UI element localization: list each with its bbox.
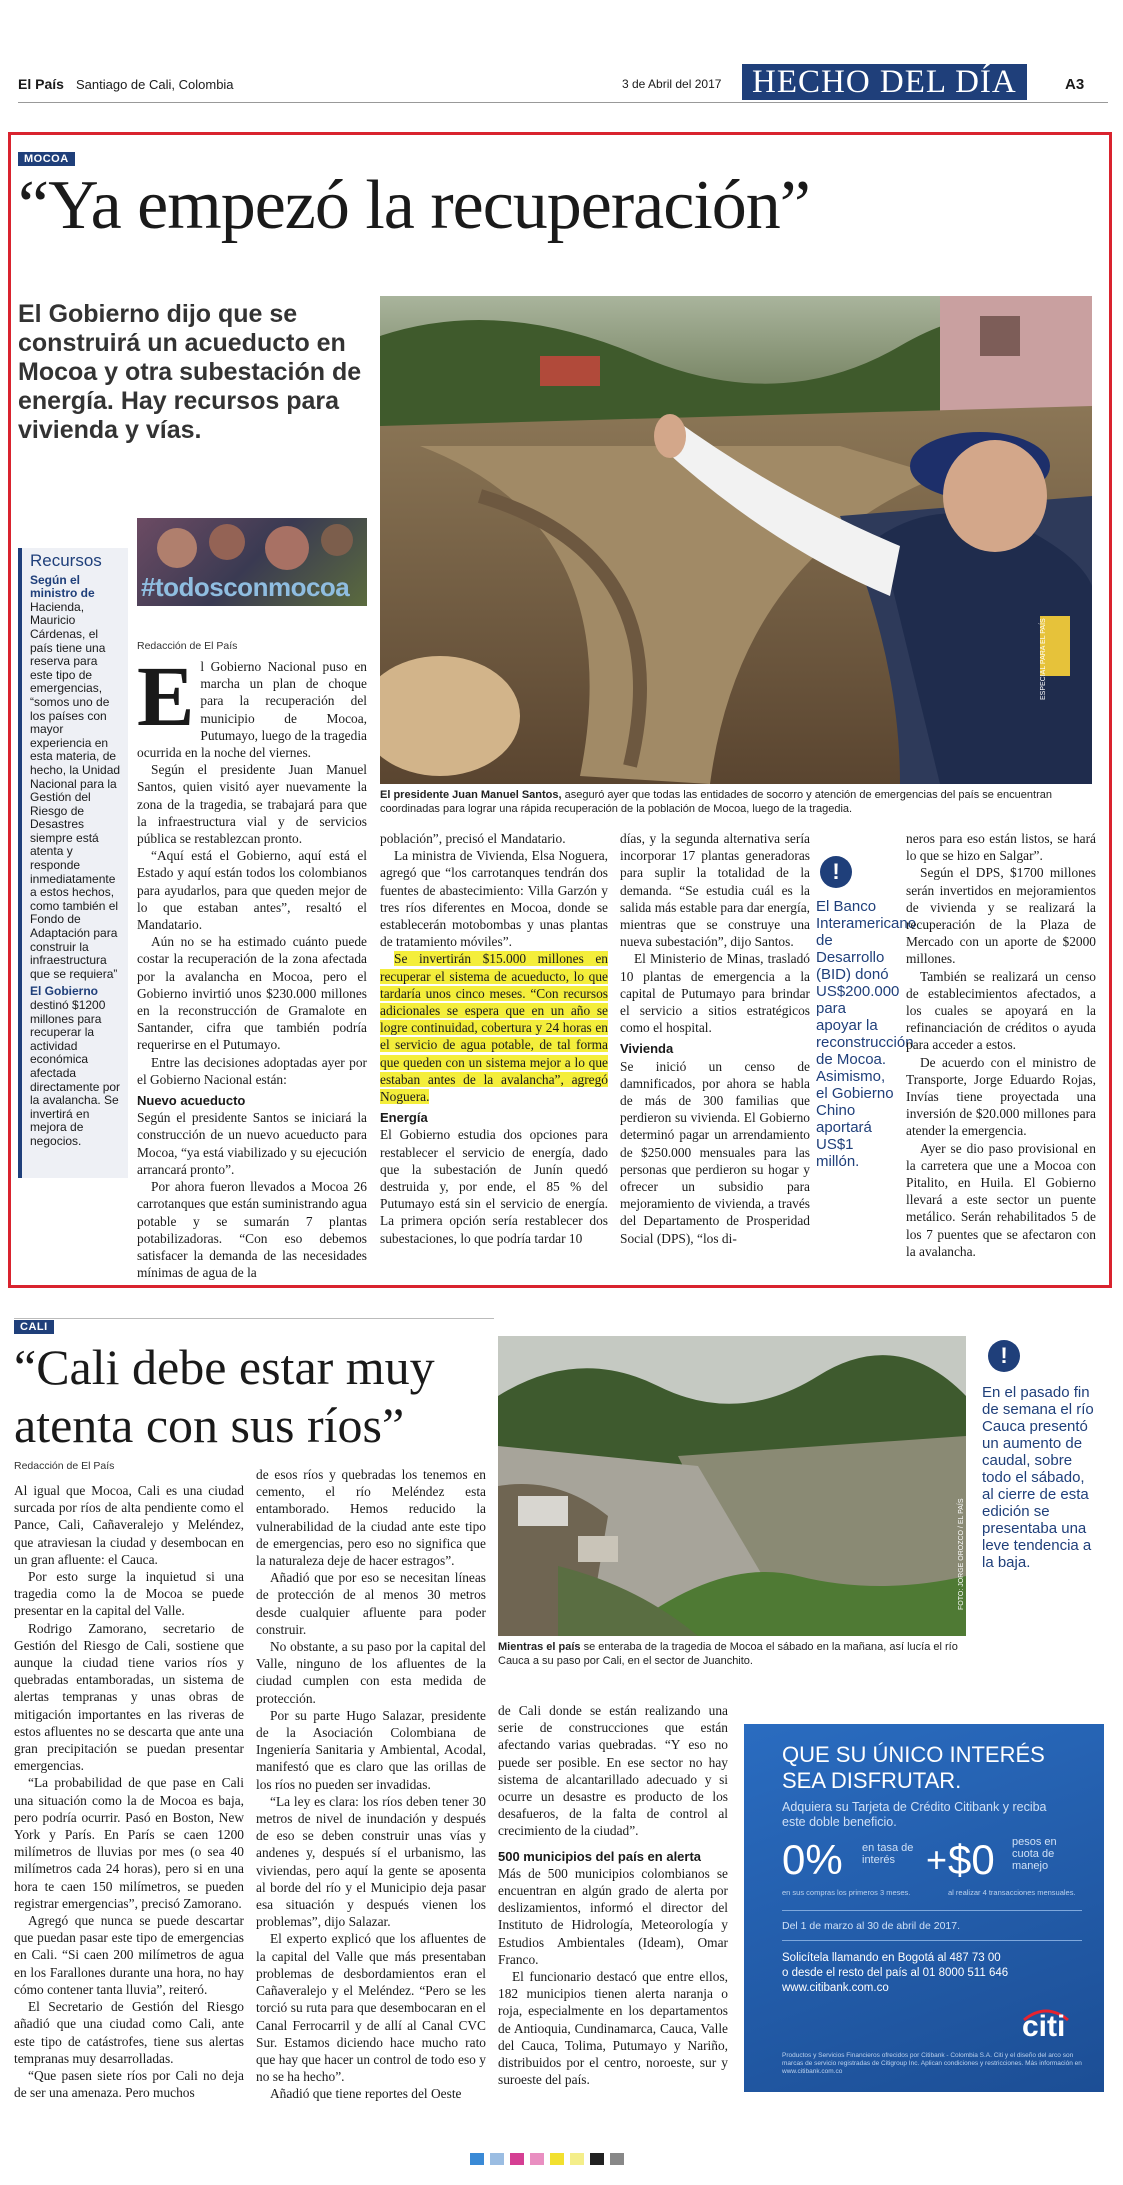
page-number: A3 xyxy=(1065,76,1085,93)
sidebar-item2-lead: El Gobierno xyxy=(30,984,99,999)
article2-column-2 xyxy=(256,1466,486,2103)
ad-offer1-label: en tasa de interés xyxy=(862,1842,914,1866)
cali-col1-para-3: Rodrigo Zamorano, secretario de Gestión del Riesgo de Cali, sostiene que aunque la ciudad tiene varios ríos y quebradas entamboradas, un sistema de alertas tempranas y unas obras de mitigación importantes en las riveras de estos afluentes no se descarta que ante una gran precipitación se puedan presentar emergencias. xyxy=(14,1620,244,1774)
subhead-500-municipios: 500 municipios del país en alerta xyxy=(498,1848,702,1864)
ad-offer-zero-rate: 0% xyxy=(782,1836,843,1883)
article1-column-5 xyxy=(906,830,1096,1260)
sidebar-title: Recursos xyxy=(30,551,102,570)
hashtag-banner xyxy=(137,518,367,606)
article1-column-2 xyxy=(380,830,608,1247)
river-photo-illustration xyxy=(498,1336,966,1636)
photo-rio-cauca xyxy=(498,1336,966,1636)
citi-logo xyxy=(1006,2006,1076,2046)
ad-disclaimer: Productos y Servicios Financieros ofrecidos por Citibank - Colombia S.A. Citi y el diseño del arco son marcas de servicio registradas de Citigroup Inc. Aplican condiciones y restricciones. Más información en www.citibank.com.co xyxy=(782,2052,1082,2075)
subhead-nuevo-acueducto: Nuevo acueducto xyxy=(137,1093,246,1109)
sidebar-item1-text: Hacienda, Mauricio Cárdenas, el país tiene una reserva para este tipo de emergencias, “somos uno de los países con mayor experiencia en esta materia, de hecho, la Unidad Nacional para la Gestión del Riesgo de Desastres siempre está atenta y responde inmediatamente a estos hechos, como también el Fondo de Adaptación para construir la infraestructura que se requiera” xyxy=(30,599,121,981)
col2-para-2: La ministra de Vivienda, Elsa Noguera, agregó que “los carrotanques tendrán dos fuentes de abastecimiento: Villa Garzón y tres ríos diferentes en Mocoa, donde se establecerán motobombas y unas plantas de tratamiento móviles”. xyxy=(380,848,608,950)
col3-para-1: días, y la segunda alternativa sería incorporar 17 plantas generadoras para suplir la totalidad de la demanda. “Se estudia cuál es la salida más estable para dar energía, mientras que se construye una nueva subestación”, dijo Santos. xyxy=(620,831,810,950)
cali-col2-para-5: “La ley es clara: los ríos deben tener 30 metros de nivel de inundación y después de eso se deben construir unas vías y andenes y, después sí el urbanismo, las viviendas, pero aquí la gente se aposenta al borde del río y el Municipio deja pasar esa situación y después vienen los problemas”, dijo Salazar. xyxy=(256,1793,486,1930)
lead-paragraph: l Gobierno Nacional puso en marcha un plan de choque para la recuperación del municipio de Mocoa, Putumayo, luego de la tragedia ocurrida en la noche del viernes. xyxy=(137,659,367,761)
col1-para-2: “Aquí está el Gobierno, aquí está el Estado y aquí están todos los colombianos para ayudarlos, para que queden mejor de lo que estaban antes”, resaltó el Mandatario. xyxy=(137,848,367,933)
col2-para-1: población”, precisó el Mandatario. xyxy=(380,831,566,846)
main-photo-santos xyxy=(380,296,1092,784)
alert-text-bid: El Banco Interamericano de Desarrollo (BID) donó US$200.000 para apoyar la reconstrucción de Mocoa. Asimismo, el Gobierno Chino aportará US$1 millón. xyxy=(816,898,917,1170)
photo-credit-main: ESPECIAL PARA EL PAÍS xyxy=(1040,618,1047,700)
col3-sub-para: Se inició un censo de damnificados, por ahora se habla de más de 300 familias que perdieron su vivienda. El Gobierno determinó pagar un arrendamiento de $250.000 mensuales para las personas que perdieron su hogar y ofrecer un subsidio para mejoramiento de vivienda, a través del Departamento de Prosperidad Social (DPS), “los di- xyxy=(620,1058,810,1246)
photo-caption-main xyxy=(380,788,1092,816)
section-rule-cali xyxy=(14,1318,494,1319)
color-registration-strip xyxy=(470,2152,640,2164)
deck-mocoa: El Gobierno dijo que se construirá un acueducto en Mocoa y otra subestación de energía. Hay recursos para vivienda y vías. xyxy=(18,300,362,444)
col1-para-4: Entre las decisiones adoptadas ayer por el Gobierno Nacional están: xyxy=(137,1054,367,1087)
cali-col1-para-2: Por esto surge la inquietud si una tragedia como la de Mocoa se puede presentar en la capital del Valle. xyxy=(14,1569,244,1619)
section-banner: HECHO DEL DÍA xyxy=(742,64,1027,100)
col5-para-5: Ayer se dio paso provisional en la carretera que une a Mocoa con Pitalito, en Huila. El Gobierno llevará a este sector un puente metálico. Serán rehabilitados 5 de los 7 puentes que se afectaron con la avalancha. xyxy=(906,1140,1096,1259)
hashtag-text: #todosconmocoa xyxy=(141,572,350,602)
col1-para-1: Según el presidente Juan Manuel Santos, quien visitó ayer nuevamente la zona de la tragedia, se trabajará para que la infraestructura vial y de servicios pública se restablezcan pronto. xyxy=(137,762,367,847)
alert-text-cauca: En el pasado fin de semana el río Cauca presentó un aumento de caudal, sobre todo el sábado, al cierre de esta edición se presentaba una leve tendencia a la baja. xyxy=(982,1384,1094,1571)
citibank-ad[interactable] xyxy=(744,1724,1104,2092)
issue-date: 3 de Abril del 2017 xyxy=(622,77,722,91)
cali-col2-para-2: Añadió que por eso se necesitan líneas de protección de al menos 30 metros desde cualquier afluente para poder construir. xyxy=(256,1570,486,1637)
cali-col3-para-1: de Cali donde se están realizando una serie de construcciones que están afectando varias quebradas. “Y eso no puede ser posible. En ese sector no hay sistema de alcantarillado adecuado y si ocurre un desastre es producto de los desafueros, de la falta de control al crecimiento de la ciudad”. xyxy=(498,1703,728,1839)
photo-caption-cali xyxy=(498,1640,966,1668)
sidebar-recursos xyxy=(18,548,128,1178)
byline-mocoa: Redacción de El País xyxy=(137,640,238,652)
article2-column-3 xyxy=(498,1702,728,2088)
alert-icon: ! xyxy=(820,856,852,888)
ad-website-link[interactable]: www.citibank.com.co xyxy=(782,1982,889,1994)
col1-sub-para-1: Según el presidente Santos se iniciará la construcción de un nuevo acueducto para Mocoa, “ya está viabilizado y su ejecución arrancará pronto”. xyxy=(137,1110,367,1177)
ad-offer2-small: al realizar 4 transacciones mensuales. xyxy=(948,1888,1076,1897)
article1-column-3 xyxy=(620,830,810,1247)
registration-marks xyxy=(470,2153,640,2165)
cali-col2-para-7: Añadió que tiene reportes del Oeste xyxy=(270,2086,462,2102)
citi-wordmark: citi xyxy=(1022,2010,1066,2043)
cali-col3-sub-para-2: El funcionario destacó que entre ellos, 182 municipios tienen alerta naranja o roja, especialmente en los departamentos de Antioquia, Cundinamarca, Cauca, Valle del Cauca, Tolima, Putumayo y Nariño, distribuidos por el centro, noroeste, sur y suroeste del país. xyxy=(498,1969,728,2088)
location: Santiago de Cali, Colombia xyxy=(76,77,234,92)
caption-cali-lead: Mientras el país xyxy=(498,1641,581,1653)
col1-para-3: Aún no se ha estimado cuánto puede costar la recuperación de la zona afectada por la avalancha en Mocoa, pero el Gobierno invirtió unos $230.000 millones en la reconstrucción de Gramalote en Santander, cifra que también podría requerirse en el Putumayo. xyxy=(137,934,367,1053)
col2-sub-para: El Gobierno estudia dos opciones para restablecer el servicio de energía, dado que la subestación de Junín quedó destruida y, por ende, el 85 % del Putumayo está sin el servicio de energía. La primera opción sería restablecer dos subestaciones, lo que podría tardar 10 xyxy=(380,1127,608,1246)
ad-offer-zero-fee: $0 xyxy=(948,1836,995,1883)
ad-dates: Del 1 de marzo al 30 de abril de 2017. xyxy=(782,1920,961,1932)
col1-sub-para-2: Por ahora fueron llevados a Mocoa 26 carrotanques que están suministrando agua potable y se sumarán 7 plantas potabilizadoras. “Con eso debemos satisfacer la demanda de las necesidades mínimas de agua de la xyxy=(137,1179,367,1281)
byline-cali: Redacción de El País xyxy=(14,1460,115,1472)
ad-cta-national: o desde el resto del país al 01 8000 511 646 xyxy=(782,1967,1009,1979)
headline-cali: “Cali debe estar muy atenta con sus ríos” xyxy=(14,1339,435,1453)
col5-para-3: También se realizará un censo de establecimientos afectados, a los cuales se apoyará en la refinanciación de créditos o ayuda para acceder a estos. xyxy=(906,968,1096,1053)
cali-col1-para-7: “Que pasen siete ríos por Cali no deja de ser una amenaza. Pero muchos xyxy=(14,2067,244,2101)
ad-offer1-small: en sus compras los primeros 3 meses. xyxy=(782,1888,911,1897)
cali-col1-para-1: Al igual que Mocoa, Cali es una ciudad surcada por ríos de alta pendiente como el Pance, Cali, Cañaveralejo y Meléndez, que atraviesan la ciudad y desembocan en un gran afluente: el Cauca. xyxy=(14,1483,244,1567)
col5-para-2: Según el DPS, $1700 millones serán invertidos en mejoramientos de vivienda y se realizará la recuperación de la Plaza de Mercado con un aporte de $2000 millones. xyxy=(906,865,1096,967)
cali-col1-para-6: El Secretario de Gestión del Riesgo añadió que una ciudad como Cali, ante este tipo de catástrofes, tiene sus alertas tempranas muy desarrolladas. xyxy=(14,1999,244,2066)
header-rule xyxy=(18,102,1108,103)
highlighted-quote: Se invertirán $15.000 millones en recuperar el sistema de acueducto, lo que tardaría unos cinco meses. “Con recursos adicionales se espera que en un año se logre continuidad, cobertura y 24 horas en el servicio de agua potable, de tal forma que queden con un sistema mejor a lo que estaban antes de la avalancha”, agregó Noguera. xyxy=(380,951,608,1105)
article2-column-1 xyxy=(14,1482,244,2101)
ad-subhead: Adquiera su Tarjeta de Crédito Citibank y reciba este doble beneficio. xyxy=(782,1800,1047,1829)
photo-credit-cali: FOTO: JORGE OROZCO / EL PAÍS xyxy=(958,1498,965,1610)
col5-para-1: neros para eso están listos, se hará lo que se hizo en Salgar”. xyxy=(906,831,1096,864)
photo-illustration xyxy=(380,296,1092,784)
ad-plus: + xyxy=(926,1839,948,1880)
cali-col2-para-6: El experto explicó que los afluentes de la capital del Valle que más presentaban problemas de desbordamientos eran el Cañaveralejo y el Meléndez. “Pero se les torció su ruta para que desembocaran en el Canal Ferrocarril y de allí al Canal CVC Sur. Estamos diciendo hace mucho rato que hay que hacer un control de todo eso y no se ha hecho”. xyxy=(256,1931,486,2085)
ad-headline: QUE SU ÚNICO INTERÉS SEA DISFRUTAR. xyxy=(782,1742,1045,1793)
alert-icon-cali: ! xyxy=(988,1340,1020,1372)
caption-lead: El presidente Juan Manuel Santos, xyxy=(380,789,562,801)
drop-cap: E xyxy=(137,648,195,744)
subhead-vivienda: Vivienda xyxy=(620,1041,674,1057)
caption-cali-text: se enteraba de la tragedia de Mocoa el sábado en la mañana, así lucía el río Cauca a su paso por Cali, en el sector de Juanchito. xyxy=(498,1641,958,1667)
col5-para-4: De acuerdo con el ministro de Transporte, Jorge Eduardo Rojas, Invías tiene proyectada una inversión de $20.000 millones para atender la emergencia. xyxy=(906,1054,1096,1139)
col3-para-2: El Ministerio de Minas, trasladó 10 plantas de emergencia a la capital de Putumayo para brindar el servicio a sitios estratégicos como el hospital. xyxy=(620,951,810,1036)
headline-mocoa: “Ya empezó la recuperación” xyxy=(18,167,810,244)
publication-name: El País xyxy=(18,76,64,92)
caption-text: aseguró ayer que todas las entidades de socorro y atención de emergencias del país se encuentran coordinadas para lograr una rápida recuperación de la población de Mocoa, luego de la tragedia. xyxy=(380,789,1052,815)
cali-col1-para-4: “La probabilidad de que pase en Cali una situación como la de Mocoa es baja, pero podría ocurrir. Pasó en Boston, New York y París. En París se caen 1200 milímetros de lluvias por mes (o sea 40 milímetros cada 24 horas), pero si en una hora te caen 150 milímetros, se pueden registrar emergencias”, precisó Zamorano. xyxy=(14,1775,244,1911)
cali-col2-para-1: de esos ríos y quebradas los tenemos en cemento, el río Meléndez esta entamborado. Hemos reducido la vulnerabilidad de la ciudad ante este tipo de emergencias, pero eso no significa que la naturaleza deje de hacer estragos”. xyxy=(256,1467,486,1569)
ad-cta-bogota: Solicítela llamando en Bogotá al 487 73 00 xyxy=(782,1952,1001,1964)
section-tag-cali: CALI xyxy=(14,1320,54,1334)
cali-col3-sub-para-1: Más de 500 municipios colombianos se encuentran en algún grado de alerta por deslizamientos, informó el director del Instituto de Hidrología, Meteorología y Estudios Ambientales (Ideam), Omar Franco. xyxy=(498,1865,728,1967)
article1-column-1 xyxy=(137,648,367,1281)
cali-col1-para-5: Agregó que nunca se puede descartar que puedan pasar este tipo de emergencias en Cali. “Si caen 200 milímetros de agua en los Farallones durante una hora, no hay cómo contener tanta lluvia”, reiteró. xyxy=(14,1913,244,1997)
sidebar-item2-text: destinó $1200 millones para recuperar la actividad económica afectada directamente por la avalancha. Se invertirá en mejora de negocios. xyxy=(30,998,121,1148)
ad-divider xyxy=(782,1910,1082,1911)
cali-col2-para-3: No obstante, a su paso por la capital del Valle, ninguno de los afluentes de la ciudad cumplen con esta medida de protección. xyxy=(256,1639,486,1706)
cali-col2-para-4: Por su parte Hugo Salazar, presidente de la Asociación Colombiana de Ingeniería Sanitaria y Ambiental, Acodal, manifestó que es claro que las orillas de los ríos no pueden ser invadidas. xyxy=(256,1707,486,1792)
sidebar-item1-lead: Según el ministro de xyxy=(30,572,95,601)
ad-divider-2 xyxy=(782,1940,1082,1941)
section-tag-mocoa: MOCOA xyxy=(18,152,75,166)
ad-offer2-label: pesos en cuota de manejo xyxy=(1012,1836,1057,1872)
subhead-energia: Energía xyxy=(380,1110,428,1126)
